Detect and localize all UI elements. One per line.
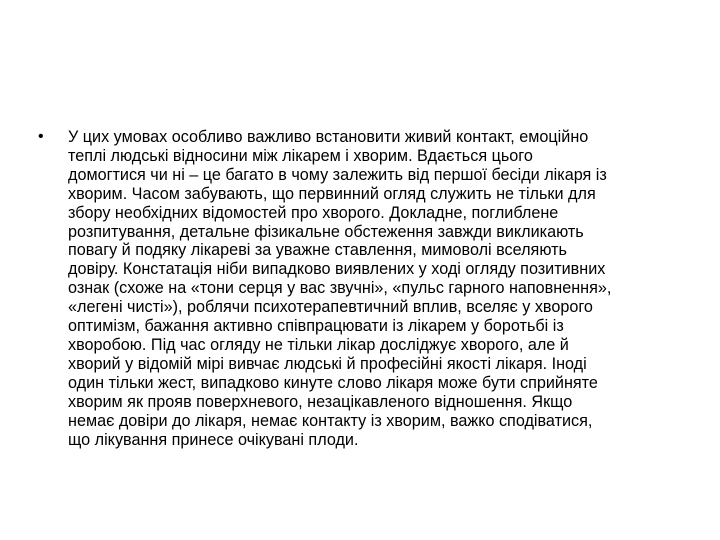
paragraph-line: що лікування принесе очікувані плоди. <box>68 430 359 449</box>
paragraph-line: хворим. Часом забувають, що первинний огляд служить не тільки для <box>68 184 596 203</box>
paragraph-line: домогтися чи ні – це багато в чому залежить від першої бесіди лікаря із <box>68 165 607 184</box>
paragraph-line: повагу й подяку лікареві за уважне ставлення, мимоволі вселяють <box>68 241 567 260</box>
paragraph-line: ознак (схоже на «тони серця у вас звучні», «пульс гарного наповнення», <box>68 279 612 298</box>
paragraph-line: збору необхідних відомостей про хворого. Докладне, поглиблене <box>68 203 559 222</box>
paragraph-line: хворим як прояв поверхневого, незацікавленого відношення. Якщо <box>68 392 573 411</box>
paragraph-text <box>68 128 688 449</box>
paragraph-line: оптимізм, бажання активно співпрацювати із лікарем у боротьбі із <box>68 317 564 336</box>
paragraph-line: «легені чисті»), роблячи психотерапевтичний вплив, вселяє у хворого <box>68 298 593 317</box>
bullet-item <box>38 128 688 449</box>
paragraph-line: довіру. Констатація ніби випадково виявлених у ході огляду позитивних <box>68 260 606 279</box>
paragraph-line: У цих умовах особливо важливо встановити живий контакт, емоційно <box>68 128 589 146</box>
paragraph-line: теплі людські відносини між лікарем і хворим. Вдається цього <box>68 146 533 165</box>
bullet-icon: • <box>38 128 44 145</box>
paragraph-line: розпитування, детальне фізикальне обстеження завжди викликають <box>68 222 584 241</box>
paragraph-line: немає довіри до лікаря, немає контакту із хворим, важко сподіватися, <box>68 411 593 430</box>
paragraph-line: один тільки жест, випадково кинуте слово лікаря може бути сприйняте <box>68 373 598 392</box>
paragraph-line: хворобою. Під час огляду не тільки лікар досліджує хворого, але й <box>68 335 569 354</box>
paragraph-line: хворий у відомій мірі вивчає людські й професійні якості лікаря. Іноді <box>68 354 587 373</box>
